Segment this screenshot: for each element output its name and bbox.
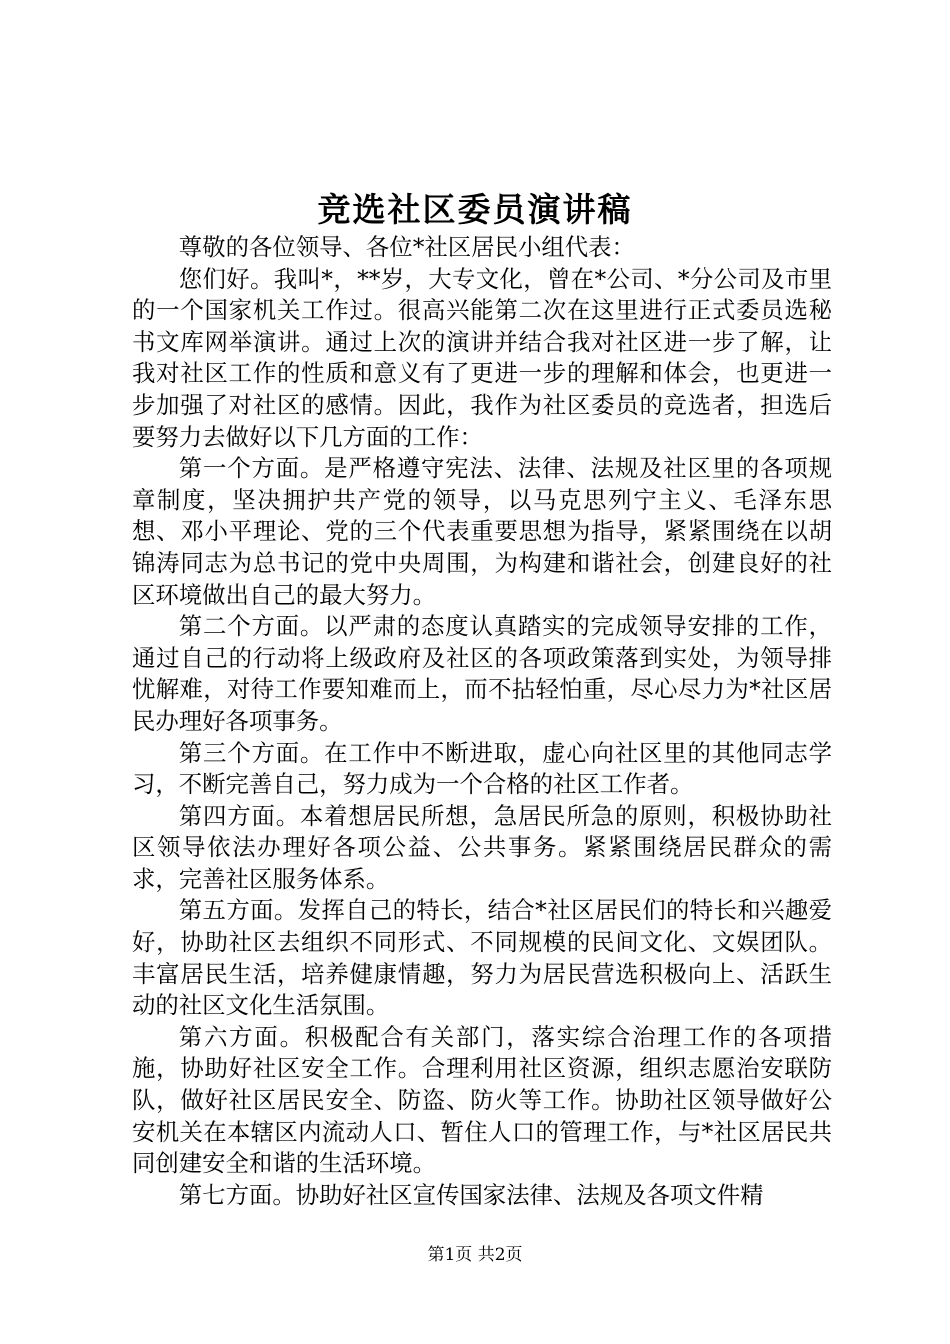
page-title: 竞选社区委员演讲稿	[317, 190, 633, 229]
aspect-5-paragraph: 第五方面。发挥自己的特长，结合*社区居民们的特长和兴趣爱好，协助社区去组织不同形式、不同规模的民间文化、文娱团队。丰富居民生活，培养健康情趣，努力为居民营选积极向上、活跃生动的社区文化生活氛围。	[132, 896, 832, 1020]
intro-paragraph: 您们好。我叫*，**岁，大专文化，曾在*公司、*分公司及市里的一个国家机关工作过。很高兴能第二次在这里进行正式委员选秘书文库网举演讲。通过上次的演讲并结合我对社区进一步了解，让我对社区工作的性质和意义有了更进一步的理解和体会，也更进一步加强了对社区的感情。因此，我作为社区委员的竞选者，担选后要努力去做好以下几方面的工作：	[132, 264, 832, 451]
salutation-paragraph: 尊敬的各位领导、各位*社区居民小组代表：	[178, 233, 635, 261]
aspect-1-paragraph: 第一个方面。是严格遵守宪法、法律、法规及社区里的各项规章制度，坚决拥护共产党的领导，以马克思列宁主义、毛泽东思想、邓小平理论、党的三个代表重要思想为指导，紧紧围绕在以胡锦涛同志为总书记的党中央周围，为构建和谐社会，创建良好的社区环境做出自己的最大努力。	[132, 454, 832, 609]
aspect-3-paragraph: 第三个方面。在工作中不断进取，虚心向社区里的其他同志学习，不断完善自己，努力成为一个合格的社区工作者。	[132, 738, 832, 799]
document-body	[132, 232, 832, 1211]
aspect-6-paragraph: 第六方面。积极配合有关部门，落实综合治理工作的各项措施，协助好社区安全工作。合理利用社区资源，组织志愿治安联防队，做好社区居民安全、防盗、防火等工作。协助社区领导做好公安机关在本辖区内流动人口、暂住人口的管理工作，与*社区居民共同创建安全和谐的生活环境。	[132, 1022, 832, 1178]
aspect-7-paragraph: 第七方面。协助好社区宣传国家法律、法规及各项文件精	[178, 1180, 764, 1209]
aspect-4-paragraph: 第四方面。本着想居民所想，急居民所急的原则，积极协助社区领导依法办理好各项公益、公共事务。紧紧围绕居民群众的需求，完善社区服务体系。	[132, 801, 832, 893]
aspect-2-paragraph: 第二个方面。以严肃的态度认真踏实的完成领导安排的工作，通过自己的行动将上级政府及社区的各项政策落到实处，为领导排忧解难，对待工作要知难而上，而不拈轻怕重，尽心尽力为*社区居民办理好各项事务。	[132, 612, 832, 735]
page-number-footer: 第1页 共2页	[427, 1245, 523, 1265]
